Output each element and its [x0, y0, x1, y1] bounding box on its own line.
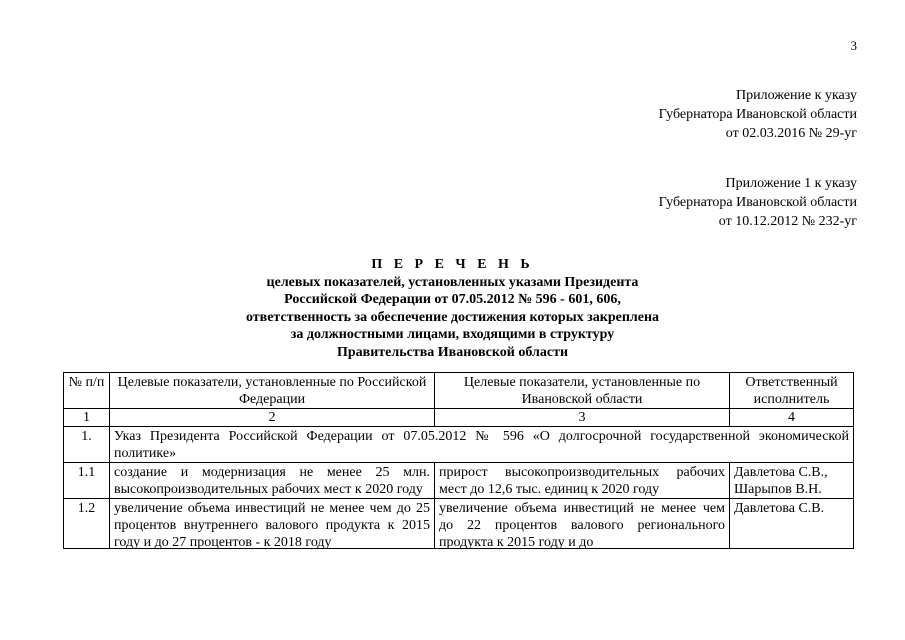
appendix-current-reference — [659, 86, 857, 143]
responsible-person: Давлетова С.В. — [730, 499, 854, 549]
page-number: 3 — [850, 38, 857, 53]
column-index: 2 — [110, 409, 435, 427]
title-line: Российской Федерации от 07.05.2012 № 596 - 601, 606, — [284, 292, 621, 307]
header-num: № п/п — [64, 373, 110, 409]
appendix-line: от 02.03.2016 № 29-уг — [725, 126, 857, 141]
responsible-person: Давлетова С.В., Шарыпов В.Н. — [730, 463, 854, 499]
table-row — [64, 499, 854, 549]
table-row — [64, 463, 854, 499]
appendix-line: Губернатора Ивановской области — [658, 195, 857, 210]
column-index: 4 — [730, 409, 854, 427]
regional-indicator-text: увеличение объема инвестиций не менее чем до 22 процентов валового регионального продукта к 2015 году и до — [439, 501, 725, 548]
table-header-row — [64, 373, 854, 409]
title-line: ответственность за обеспечение достижения которых закреплена — [245, 309, 660, 325]
column-index-row — [64, 409, 854, 427]
column-index: 3 — [435, 409, 730, 427]
document-title — [0, 256, 905, 361]
header-responsible: Ответственный исполнитель — [730, 373, 854, 409]
column-index: 1 — [64, 409, 110, 427]
row-number: 1.2 — [64, 499, 110, 549]
row-number: 1.1 — [64, 463, 110, 499]
section-number: 1. — [64, 427, 110, 463]
title-line: за должностными лицами, входящими в структуру — [290, 327, 615, 342]
federal-indicator-text: увеличение объема инвестиций не менее чем до 25 процентов внутреннего валового продукта к 2015 году и до 27 процентов - к 2018 году — [114, 501, 430, 548]
header-federal: Целевые показатели, установленные по Российской Федерации — [110, 373, 435, 409]
regional-indicator: прирост высокопроизводительных рабочих мест до 12,6 тыс. единиц к 2020 году — [435, 463, 730, 499]
appendix-line: от 10.12.2012 № 232-уг — [718, 214, 857, 229]
title-heading: П Е Р Е Ч Е Н Ь — [371, 257, 534, 272]
section-row — [64, 427, 854, 463]
appendix-line: Губернатора Ивановской области — [658, 107, 857, 122]
federal-indicator — [110, 499, 435, 549]
title-line: целевых показателей, установленных указами Президента — [266, 274, 639, 290]
regional-indicator — [435, 499, 730, 549]
appendix-line: Приложение к указу — [736, 88, 857, 103]
title-line: Правительства Ивановской области — [336, 344, 569, 360]
section-title: Указ Президента Российской Федерации от 07.05.2012 № 596 «О долгосрочной государственной экономической политике» — [110, 427, 854, 463]
header-regional: Целевые показатели, установленные по Ивановской области — [435, 373, 730, 409]
appendix-original-reference — [659, 174, 857, 231]
federal-indicator: создание и модернизация не менее 25 млн. высокопроизводительных рабочих мест к 2020 году — [110, 463, 435, 499]
appendix-line: Приложение 1 к указу — [725, 176, 857, 191]
indicators-table — [63, 372, 854, 549]
